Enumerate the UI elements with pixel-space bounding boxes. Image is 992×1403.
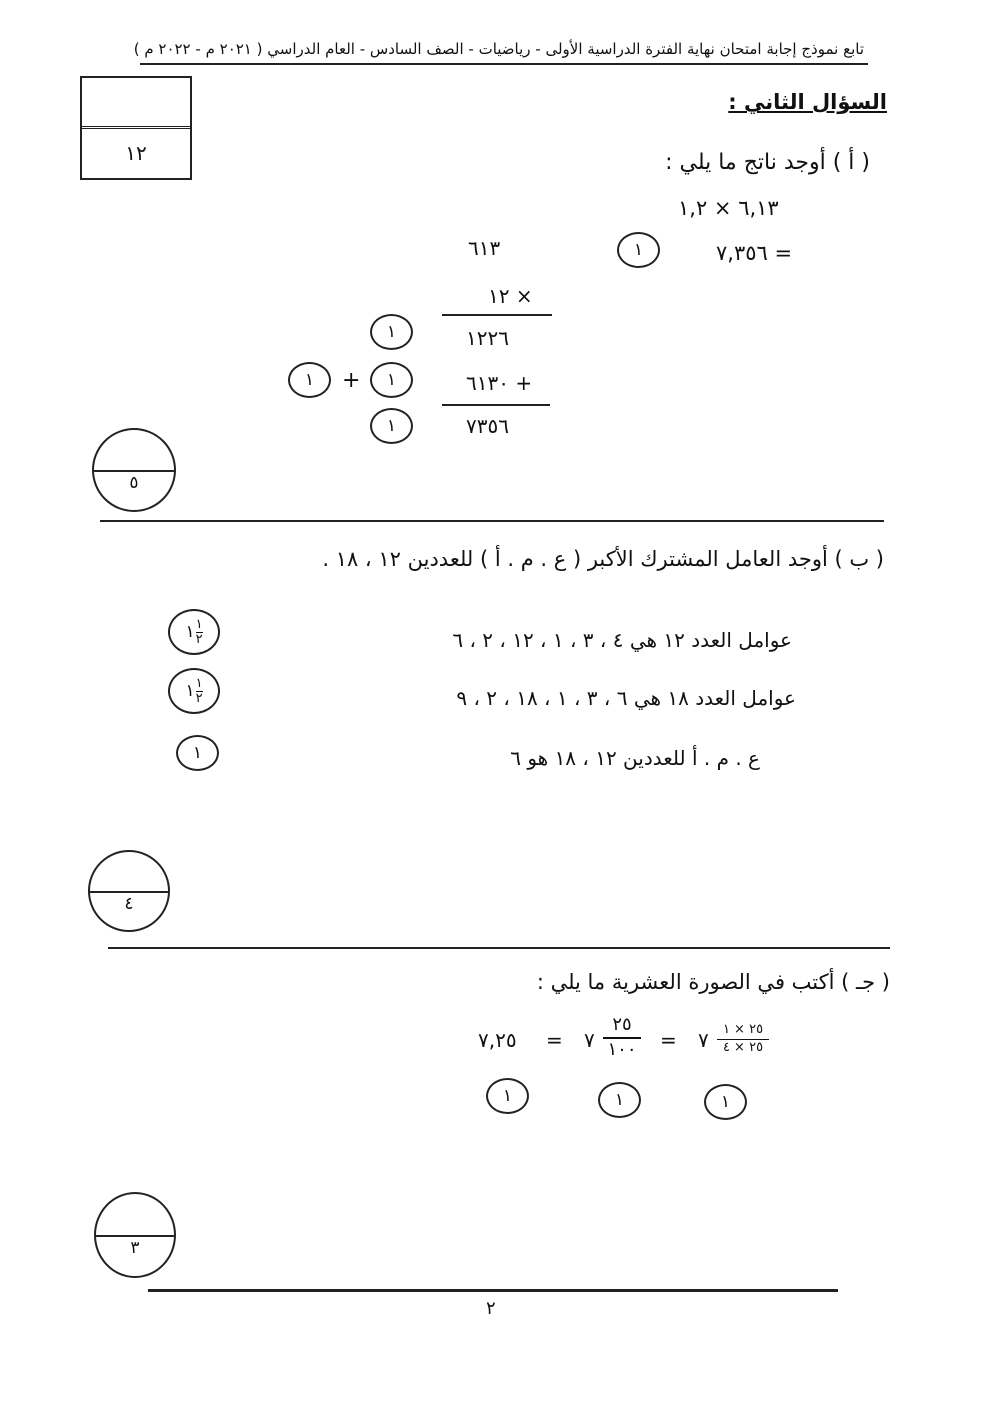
- part-b-mark-1-mixed: [185, 618, 202, 646]
- part-c-whole-2: ٧: [698, 1028, 709, 1052]
- part-c-prompt: ( جـ ) أكتب في الصورة العشرية ما يلي :: [536, 970, 890, 994]
- part-a-score-circle: [92, 428, 176, 512]
- part-b-factors-18: عوامل العدد ١٨ هي ٦ ، ٣ ، ١ ، ١٨ ، ٢ ، ٩: [456, 686, 796, 710]
- part-c-fraction-2-den: ٢٥ × ٤: [722, 1039, 764, 1055]
- part-a-mark-total: ١: [370, 408, 413, 444]
- footer-rule: [148, 1289, 838, 1292]
- score-box-value: ١٢: [125, 141, 147, 165]
- part-b-mark-2: [168, 668, 220, 714]
- part-b-gcf-result: ع . م . أ للعددين ١٢ ، ١٨ هو ٦: [510, 746, 760, 770]
- section-divider-a: [100, 520, 884, 522]
- part-c-fraction-2-num: ٢٥ × ١: [722, 1022, 764, 1037]
- part-a-plus-sign: +: [342, 368, 361, 393]
- part-c-mark-3: ١: [704, 1084, 747, 1120]
- part-b-mark-2-den: ٢: [195, 690, 203, 706]
- part-b-mark-1-den: ٢: [195, 631, 203, 647]
- part-a-score: ٥: [129, 473, 139, 494]
- part-b-score: ٤: [124, 894, 134, 915]
- part-a-prompt: ( أ ) أوجد ناتج ما يلي :: [665, 150, 870, 175]
- part-c-mark-1: ١: [486, 1078, 529, 1114]
- part-c-answer: ٧,٢٥: [478, 1028, 517, 1052]
- part-c-equals-1: =: [546, 1028, 563, 1052]
- part-c-fraction-1: [603, 1014, 641, 1061]
- header-rule: [140, 63, 868, 65]
- part-b-factors-12: عوامل العدد ١٢ هي ٤ ، ٣ ، ١ ، ١٢ ، ٢ ، ٦: [452, 628, 792, 652]
- part-c-fraction-2: [717, 1022, 769, 1057]
- question-score-box: [80, 76, 192, 180]
- part-b-mark-1-whole: ١: [185, 622, 195, 642]
- part-a-mark-p1: ١: [370, 314, 413, 350]
- part-a-partial-2: + ٦١٣٠: [466, 371, 533, 395]
- question-title: السؤال الثاني :: [728, 90, 887, 114]
- part-a-score-divider: [94, 470, 174, 472]
- part-b-mark-1-fraction: [196, 618, 203, 646]
- part-c-whole-1: ٧: [584, 1028, 595, 1052]
- page-number: ٢: [486, 1298, 496, 1319]
- part-a-mark-p2a: ١: [370, 362, 413, 398]
- part-c-fraction-1-den: ١٠٠: [607, 1038, 637, 1060]
- part-a-total: ٧٣٥٦: [466, 414, 509, 438]
- part-b-score-circle: [88, 850, 170, 932]
- part-b-mark-2-num: ١: [195, 675, 203, 691]
- part-a-mark-p2b: ١: [288, 362, 331, 398]
- part-b-mark-2-mixed: [185, 677, 202, 705]
- part-c-equals-2: =: [660, 1028, 677, 1052]
- part-b-prompt: ( ب ) أوجد العامل المشترك الأكبر ( ع . م . أ ) للعددين ١٢ ، ١٨ .: [322, 547, 884, 571]
- part-a-multiplicand: ٦١٣: [468, 236, 501, 260]
- part-c-score-circle: [94, 1192, 176, 1278]
- part-b-mark-2-whole: ١: [185, 681, 195, 701]
- part-b-mark-2-fraction: [196, 677, 203, 705]
- part-a-result: = ٧,٣٥٦: [716, 241, 793, 265]
- part-a-partial-1: ١٢٢٦: [466, 326, 509, 350]
- part-a-rule-2: [442, 404, 550, 406]
- part-b-score-divider: [90, 891, 168, 893]
- part-c-fraction-1-num: ٢٥: [612, 1014, 632, 1035]
- part-b-mark-3: ١: [176, 735, 219, 771]
- score-box-top: [82, 78, 190, 129]
- part-a-rule-1: [442, 314, 552, 316]
- part-c-score: ٣: [130, 1238, 140, 1259]
- part-a-expression: ٦,١٣ × ١,٢: [678, 196, 779, 220]
- section-divider-b: [108, 947, 890, 949]
- part-a-result-mark: ١: [617, 232, 660, 268]
- part-b-mark-1: [168, 609, 220, 655]
- page-header: تابع نموذج إجابة امتحان نهاية الفترة الدراسية الأولى - رياضيات - الصف السادس - العام الدراسي ( ٢٠٢١ م - ٢٠٢٢ م ): [133, 40, 864, 58]
- part-b-mark-1-num: ١: [195, 616, 203, 632]
- part-a-multiplier: × ١٢: [488, 284, 533, 308]
- part-c-score-divider: [96, 1235, 174, 1237]
- part-c-mark-2: ١: [598, 1082, 641, 1118]
